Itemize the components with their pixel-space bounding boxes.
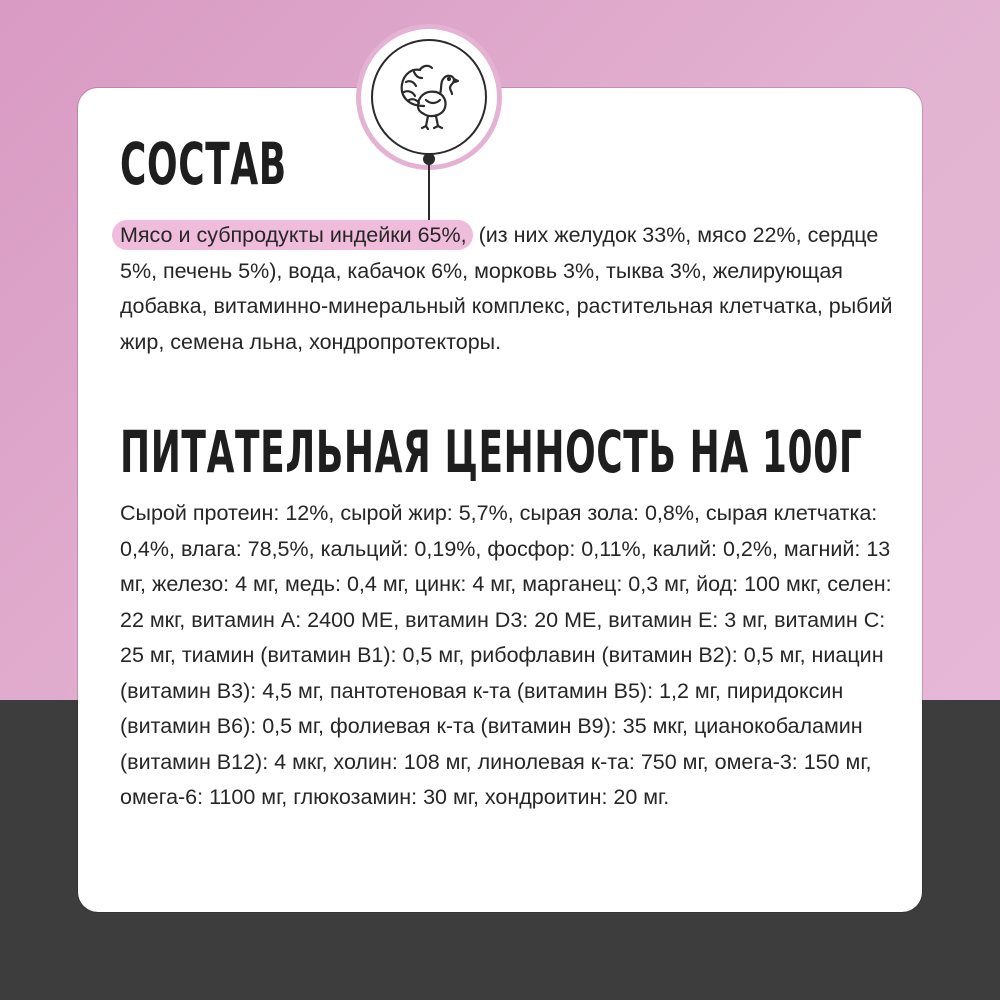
nutrition-title: ПИТАТЕЛЬНАЯ ЦЕННОСТЬ НА 100Г xyxy=(120,418,863,486)
composition-rest: (из них желудок 33%, мясо 22%, сердце 5%, печень 5%), вода, кабачок 6%, морковь 3%, тыква 3%, желирующая добавка, витаминно-минеральный комплекс, растительная клетчатка, рыбий жир, семена льна, хондропротекторы. xyxy=(120,223,893,354)
connector-line xyxy=(428,157,430,227)
nutrition-text: Сырой протеин: 12%, сырой жир: 5,7%, сырая зола: 0,8%, сырая клетчатка: 0,4%, влага: 78,5%, кальций: 0,19%, фосфор: 0,11%, калий: 0,2%, магний: 13 мг, железо: 4 мг, медь: 0,4 мг, цинк: 4 мг, марганец: 0,3 мг, йод: 100 мкг, селен: 22 мкг, витамин А: 2400 МЕ, витамин D3: 20 МЕ, витамин Е: 3 мг, витамин С: 25 мг, тиамин (витамин В1): 0,5 мг, рибофлавин (витамин В2): 0,5 мг, ниацин (витамин В3): 4,5 мг, пантотеновая к-та (витамин В5): 1,2 мг, пиридоксин (витамин В6): 0,5 мг, фолиевая к-та (витамин В9): 35 мкг, цианокобаламин (витамин В12): 4 мкг, холин: 108 мг, линолевая к-та: 750 мг, омега-3: 150 мг, омега-6: 1100 мг, глюкозамин: 30 мг, хондроитин: 20 мг. xyxy=(120,501,892,809)
composition-highlight: Мясо и субпродукты индейки 65%, xyxy=(112,220,473,250)
composition-text xyxy=(120,218,895,360)
badge xyxy=(371,39,487,155)
composition-title: СОСТАВ xyxy=(120,130,287,198)
turkey-icon xyxy=(394,60,464,134)
connector-dot xyxy=(423,153,435,165)
